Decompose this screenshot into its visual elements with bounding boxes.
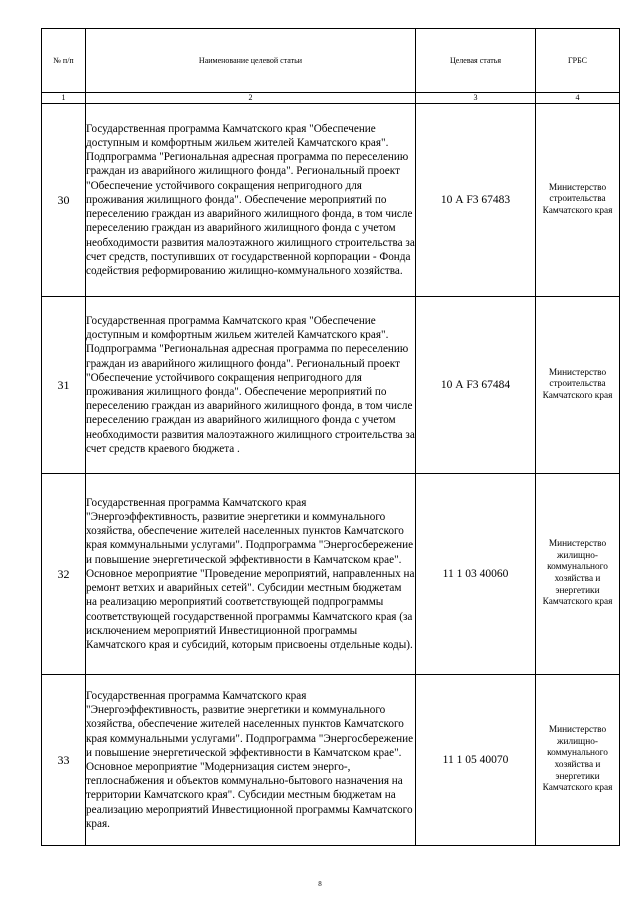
- row-number: 33: [42, 675, 86, 846]
- table-row: [42, 675, 620, 846]
- header-code: Целевая статья: [416, 29, 536, 93]
- column-numbers-row: [42, 93, 620, 104]
- header-grbs: ГРБС: [536, 29, 620, 93]
- row-code: 10 А F3 67483: [416, 104, 536, 297]
- column-number: 3: [416, 93, 536, 104]
- header-number: № п/п: [42, 29, 86, 93]
- row-number: 30: [42, 104, 86, 297]
- column-number: 1: [42, 93, 86, 104]
- row-name: Государственная программа Камчатского края "Обеспечение доступным и комфортным жильем жителей Камчатского края". Подпрограмма "Региональная адресная программа по переселению граждан из аварийного жилищного фонда". Региональный проект "Обеспечение устойчивого сокращения непригодного для проживания жилищного фонда". Обеспечение мероприятий по переселению граждан из аварийного жилищного фонда, в том числе переселению граждан из аварийного жилищного фонда с учетом необходимости развития малоэтажного жилищного строительства за счет средств краевого бюджета .: [86, 297, 416, 474]
- header-name: Наименование целевой статьи: [86, 29, 416, 93]
- row-name: Государственная программа Камчатского края "Обеспечение доступным и комфортным жильем жителей Камчатского края". Подпрограмма "Региональная адресная программа по переселению граждан из аварийного жилищного фонда". Региональный проект "Обеспечение устойчивого сокращения непригодного для проживания жилищного фонда". Обеспечение мероприятий по переселению граждан из аварийного жилищного фонда, в том числе переселению граждан из аварийного жилищного фонда с учетом необходимости развития малоэтажного жилищного строительства за счет средств, поступивших от государственной корпорации - Фонда содействия реформированию жилищно-коммунального хозяйства.: [86, 104, 416, 297]
- table-header-row: [42, 29, 620, 93]
- row-code: 10 А F3 67484: [416, 297, 536, 474]
- row-name: Государственная программа Камчатского края "Энергоэффективность, развитие энергетики и коммунального хозяйства, обеспечение жителей населенных пунктов Камчатского края коммунальными услугами". Подпрограмма "Энергосбережение и повышение энергетической эффективности в Камчатском крае". Основное мероприятие "Модернизация систем энерго-, теплоснабжения и объектов коммунально-бытового назначения на территории Камчатского края". Субсидии местным бюджетам на реализацию мероприятий Инвестиционной программы Камчатского края.: [86, 675, 416, 846]
- row-grbs: Министерство строительства Камчатского края: [536, 104, 620, 297]
- table-row: [42, 104, 620, 297]
- row-code: 11 1 05 40070: [416, 675, 536, 846]
- row-code: 11 1 03 40060: [416, 474, 536, 675]
- row-grbs: Министерство жилищно-коммунального хозяйства и энергетики Камчатского края: [536, 675, 620, 846]
- row-number: 31: [42, 297, 86, 474]
- row-name: Государственная программа Камчатского края "Энергоэффективность, развитие энергетики и коммунального хозяйства, обеспечение жителей населенных пунктов Камчатского края коммунальными услугами". Подпрограмма "Энергосбережение и повышение энергетической эффективности в Камчатском крае". Основное мероприятие "Проведение мероприятий, направленных на ремонт ветхих и аварийных сетей". Субсидии местным бюджетам на реализацию мероприятий соответствующей подпрограммы соответствующей государственной программы Камчатского края (за исключением мероприятий Инвестиционной программы Камчатского края и субсидий, которым присвоены отдельные коды).: [86, 474, 416, 675]
- row-number: 32: [42, 474, 86, 675]
- row-grbs: Министерство жилищно-коммунального хозяйства и энергетики Камчатского края: [536, 474, 620, 675]
- column-number: 4: [536, 93, 620, 104]
- column-number: 2: [86, 93, 416, 104]
- row-grbs: Министерство строительства Камчатского края: [536, 297, 620, 474]
- page-number: 8: [318, 880, 322, 888]
- table-row: [42, 474, 620, 675]
- target-articles-table: [41, 28, 620, 846]
- table-row: [42, 297, 620, 474]
